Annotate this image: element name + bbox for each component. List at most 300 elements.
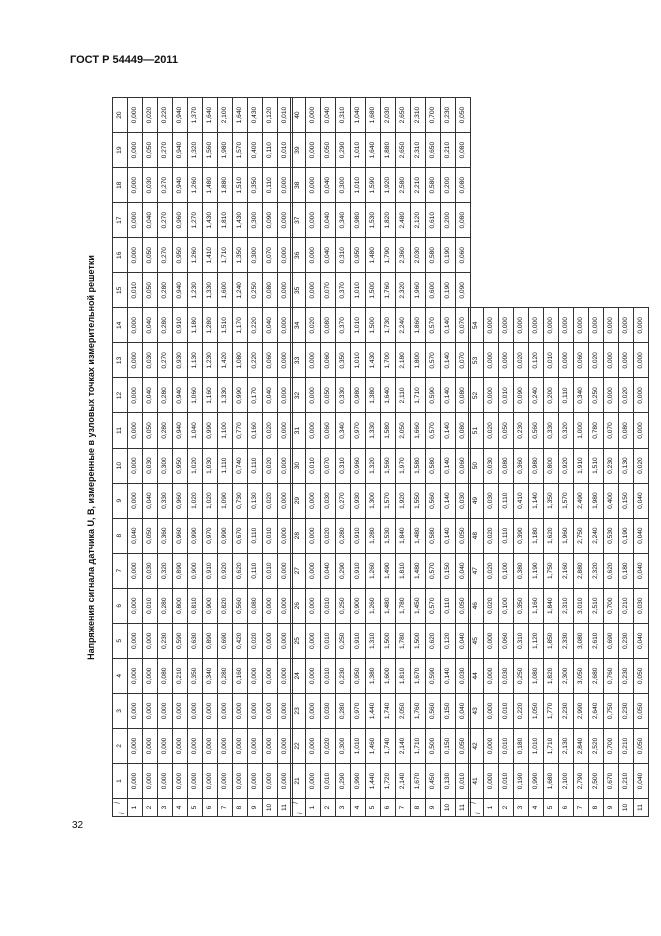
table-cell: 0,000: [128, 308, 143, 343]
table-cell: 1,130: [188, 343, 203, 378]
table-cell: 0,010: [321, 623, 336, 658]
table-cell: 0,000: [128, 343, 143, 378]
table-cell: 0,120: [529, 343, 544, 378]
table-cell: 0,080: [456, 168, 471, 203]
table-cell: 0,130: [441, 763, 456, 798]
table-row: [336, 98, 351, 817]
table-cell: 0,000: [263, 623, 278, 658]
table-cell: 1,460: [366, 728, 381, 763]
row-index: 10: [619, 799, 634, 817]
table-cell: 0,300: [336, 168, 351, 203]
table-cell: 0,250: [336, 623, 351, 658]
table-cell: 1,260: [366, 588, 381, 623]
table-cell: 0,000: [306, 728, 321, 763]
table-cell: 0,230: [619, 623, 634, 658]
row-index: 1: [128, 799, 143, 817]
table-cell: 2,500: [589, 763, 604, 798]
table-cell: 0,000: [484, 693, 499, 728]
table-cell: 0,430: [248, 98, 263, 133]
column-header: 49: [469, 483, 484, 518]
table-cell: 0,210: [619, 728, 634, 763]
table-cell: 0,810: [188, 588, 203, 623]
table-cell: 0,350: [514, 588, 529, 623]
corner-i-label: i: [298, 812, 304, 814]
column-header: 9: [113, 483, 128, 518]
table-cell: 0,890: [173, 553, 188, 588]
column-header: 20: [113, 98, 128, 133]
table-cell: 0,180: [619, 553, 634, 588]
table-cell: 0,220: [248, 343, 263, 378]
table-cell: 0,010: [321, 763, 336, 798]
table-cell: 0,330: [544, 413, 559, 448]
table-cell: 0,270: [158, 168, 173, 203]
table-row: [514, 98, 529, 817]
table-cell: 1,570: [559, 483, 574, 518]
table-cell: 2,610: [589, 623, 604, 658]
table-cell: 0,250: [336, 588, 351, 623]
table-row: [321, 98, 336, 817]
table-cell: 0,050: [143, 413, 158, 448]
table-cell: 0,280: [158, 413, 173, 448]
row-index: 5: [188, 799, 203, 817]
table-cell: 1,480: [411, 518, 426, 553]
column-header: 46: [469, 588, 484, 623]
table-cell: 0,330: [336, 378, 351, 413]
column-header: 13: [113, 343, 128, 378]
table-row: [128, 98, 143, 817]
table-cell: 0,580: [426, 238, 441, 273]
table-cell: 0,300: [248, 238, 263, 273]
table-cell: 1,240: [233, 273, 248, 308]
table-cell: 1,920: [381, 168, 396, 203]
table-cell: 1,550: [411, 483, 426, 518]
table-cell: 1,670: [411, 658, 426, 693]
table-cell: 0,600: [426, 273, 441, 308]
table-cell: 0,920: [559, 448, 574, 483]
table-cell: 1,050: [529, 693, 544, 728]
table-cell: 0,050: [321, 133, 336, 168]
table-cell: 0,040: [143, 483, 158, 518]
table-row: [396, 98, 411, 817]
empty-cell-space: [574, 98, 589, 308]
empty-cell-space: [499, 98, 514, 308]
table-cell: 2,650: [396, 133, 411, 168]
table-cell: 0,040: [128, 518, 143, 553]
column-header: 42: [469, 728, 484, 763]
table-cell: 0,000: [233, 728, 248, 763]
table-cell: 0,030: [456, 658, 471, 693]
table-cell: 2,130: [559, 728, 574, 763]
table-cell: 0,110: [499, 518, 514, 553]
table-cell: 1,960: [559, 518, 574, 553]
table-cell: 1,380: [366, 658, 381, 693]
column-header: 23: [291, 693, 306, 728]
table-cell: 0,000: [278, 553, 293, 588]
table-cell: 1,490: [381, 553, 396, 588]
table-cell: 3,050: [574, 658, 589, 693]
table-cell: 1,030: [203, 448, 218, 483]
table-cell: 0,000: [263, 658, 278, 693]
row-index: 9: [604, 799, 619, 817]
table-cell: 0,000: [306, 413, 321, 448]
table-cell: 0,030: [499, 658, 514, 693]
table-cell: 0,000: [278, 588, 293, 623]
table-cell: 0,050: [143, 238, 158, 273]
table-cell: 0,900: [188, 553, 203, 588]
table-cell: 1,510: [233, 168, 248, 203]
table-cell: 0,010: [499, 763, 514, 798]
table-cell: 0,700: [604, 728, 619, 763]
table-cell: 1,710: [544, 728, 559, 763]
table-cell: 0,960: [173, 518, 188, 553]
table-cell: 0,390: [514, 518, 529, 553]
table-cell: 2,750: [574, 518, 589, 553]
table-cell: 0,120: [263, 98, 278, 133]
table-cell: 0,090: [514, 378, 529, 413]
table-cell: 1,840: [544, 588, 559, 623]
table-cell: 0,050: [321, 378, 336, 413]
table-cell: 0,000: [306, 98, 321, 133]
table-cell: 0,090: [456, 273, 471, 308]
table-cell: 0,000: [634, 308, 649, 343]
table-cell: 0,070: [456, 343, 471, 378]
table-cell: 2,520: [589, 728, 604, 763]
table-cell: 0,120: [441, 623, 456, 658]
table-cell: 0,000: [604, 308, 619, 343]
table-cell: 2,510: [589, 588, 604, 623]
table-cell: 0,030: [456, 483, 471, 518]
table-cell: 0,210: [619, 763, 634, 798]
table-cell: 0,220: [158, 98, 173, 133]
row-index: 1: [306, 799, 321, 817]
table-cell: 0,690: [218, 623, 233, 658]
table-cell: 1,920: [396, 483, 411, 518]
table-cell: 0,930: [173, 343, 188, 378]
column-header: 17: [113, 203, 128, 238]
table-cell: 0,040: [321, 98, 336, 133]
table-cell: 0,020: [484, 413, 499, 448]
column-header: 52: [469, 378, 484, 413]
table-cell: 1,580: [381, 413, 396, 448]
table-cell: 0,000: [128, 168, 143, 203]
table-cell: 0,940: [173, 168, 188, 203]
column-header: 29: [291, 483, 306, 518]
table-row: [634, 98, 649, 817]
table-cell: 0,010: [128, 273, 143, 308]
table-cell: 1,810: [396, 658, 411, 693]
table-row: [263, 98, 278, 817]
column-header: 5: [113, 623, 128, 658]
table-cell: 0,280: [158, 378, 173, 413]
table-cell: 0,250: [248, 273, 263, 308]
table-cell: 0,410: [514, 483, 529, 518]
column-header: 15: [113, 273, 128, 308]
table-cell: 0,020: [263, 483, 278, 518]
empty-cell-space: [619, 98, 634, 308]
table-cell: 0,000: [188, 728, 203, 763]
row-index: 6: [559, 799, 574, 817]
table-cell: 0,140: [441, 343, 456, 378]
table-cell: 0,960: [173, 483, 188, 518]
table-cell: 1,680: [544, 763, 559, 798]
table-cell: 0,000: [306, 483, 321, 518]
table-cell: 0,000: [188, 763, 203, 798]
table-cell: 0,000: [306, 623, 321, 658]
table-cell: 0,890: [203, 623, 218, 658]
table-cell: 0,000: [559, 308, 574, 343]
table-cell: 1,090: [218, 483, 233, 518]
table-cell: 0,000: [128, 623, 143, 658]
table-cell: 0,020: [484, 553, 499, 588]
table-cell: 0,050: [499, 413, 514, 448]
corner-j-label: j: [292, 802, 298, 804]
table-cell: 0,000: [128, 693, 143, 728]
table-cell: 0,250: [514, 658, 529, 693]
table-cell: 0,140: [441, 518, 456, 553]
table-cell: 0,000: [173, 728, 188, 763]
table-cell: 1,510: [589, 448, 604, 483]
table-row: [559, 98, 574, 817]
column-header: 54: [469, 308, 484, 343]
table-cell: 1,260: [188, 168, 203, 203]
table-cell: 2,240: [396, 308, 411, 343]
table-cell: 0,780: [589, 413, 604, 448]
table-cell: 0,040: [321, 168, 336, 203]
table-cell: 0,080: [456, 413, 471, 448]
column-header: 27: [291, 553, 306, 588]
corner-cell: [291, 799, 306, 817]
table-cell: 0,130: [619, 448, 634, 483]
table-cell: 0,140: [441, 483, 456, 518]
table-cell: 0,000: [559, 343, 574, 378]
column-header: 25: [291, 623, 306, 658]
table-cell: 0,020: [306, 308, 321, 343]
table-cell: 0,000: [218, 728, 233, 763]
row-index: 7: [396, 799, 411, 817]
table-cell: 0,080: [321, 308, 336, 343]
table-cell: 1,980: [589, 483, 604, 518]
table-cell: 2,050: [396, 693, 411, 728]
table-cell: 0,020: [634, 448, 649, 483]
table-cell: 2,880: [574, 553, 589, 588]
table-row: [441, 98, 456, 817]
column-header: 33: [291, 343, 306, 378]
table-cell: 0,280: [158, 273, 173, 308]
table-cell: 1,660: [411, 413, 426, 448]
table-cell: 1,010: [351, 168, 366, 203]
table-cell: 2,030: [381, 98, 396, 133]
table-cell: 0,000: [306, 168, 321, 203]
table-cell: 0,000: [278, 763, 293, 798]
table-cell: 2,680: [589, 658, 604, 693]
table-cell: 0,050: [456, 728, 471, 763]
table-cell: 0,030: [143, 448, 158, 483]
table-cell: 0,070: [263, 238, 278, 273]
table-row: [411, 98, 426, 817]
table-cell: 0,350: [336, 343, 351, 378]
table-cell: 1,320: [366, 448, 381, 483]
table-cell: 0,160: [248, 413, 263, 448]
column-header: 8: [113, 518, 128, 553]
table-cell: 0,040: [634, 623, 649, 658]
table-cell: 0,000: [158, 728, 173, 763]
table-cell: 0,020: [321, 728, 336, 763]
table-cell: 0,700: [604, 588, 619, 623]
table-cell: 0,000: [233, 763, 248, 798]
table-cell: 2,990: [574, 693, 589, 728]
table-cell: 0,310: [336, 238, 351, 273]
table-cell: 0,000: [484, 623, 499, 658]
table-cell: 0,000: [158, 763, 173, 798]
table-cell: 0,000: [278, 308, 293, 343]
table-cell: 0,560: [426, 483, 441, 518]
table-cell: 0,030: [143, 553, 158, 588]
table-cell: 0,050: [634, 658, 649, 693]
empty-cell-space: [529, 98, 544, 308]
table-cell: 0,100: [499, 553, 514, 588]
table-cell: 0,610: [426, 203, 441, 238]
table-cell: 0,000: [589, 308, 604, 343]
table-cell: 1,710: [411, 378, 426, 413]
table-cell: 1,480: [411, 553, 426, 588]
table-cell: 1,720: [381, 763, 396, 798]
table-cell: 0,220: [248, 308, 263, 343]
table-cell: 1,700: [381, 343, 396, 378]
table-cell: 1,680: [366, 98, 381, 133]
table-cell: 0,940: [173, 133, 188, 168]
table-cell: 1,170: [233, 308, 248, 343]
table-cell: 1,020: [188, 448, 203, 483]
table-row: [589, 98, 604, 817]
empty-cell-space: [604, 98, 619, 308]
table-cell: 0,300: [336, 728, 351, 763]
table-cell: 0,000: [278, 203, 293, 238]
table-cell: 0,060: [456, 238, 471, 273]
table-cell: 1,280: [203, 308, 218, 343]
data-table-3: [468, 98, 649, 817]
table-cell: 0,800: [173, 588, 188, 623]
table-cell: 0,000: [604, 343, 619, 378]
table-cell: 0,110: [248, 518, 263, 553]
table-cell: 0,000: [514, 308, 529, 343]
table-cell: 0,010: [278, 133, 293, 168]
table-cell: 0,080: [158, 658, 173, 693]
table-cell: 1,820: [544, 658, 559, 693]
table-cell: 1,860: [411, 308, 426, 343]
table-cell: 0,140: [441, 658, 456, 693]
table-cell: 0,080: [619, 413, 634, 448]
table-cell: 1,740: [381, 728, 396, 763]
table-cell: 0,060: [574, 343, 589, 378]
table-cell: 0,030: [484, 448, 499, 483]
table-cell: 0,570: [426, 553, 441, 588]
table-cell: 0,000: [306, 518, 321, 553]
table-cell: 0,630: [188, 623, 203, 658]
table-cell: 0,010: [321, 658, 336, 693]
table-row: [203, 98, 218, 817]
table-cell: 1,060: [188, 378, 203, 413]
table-cell: 0,040: [143, 203, 158, 238]
table-cell: 0,910: [351, 553, 366, 588]
table-cell: 0,940: [173, 413, 188, 448]
table-cell: 0,000: [128, 763, 143, 798]
table-cell: 1,270: [188, 203, 203, 238]
table-cell: 0,000: [143, 763, 158, 798]
table-cell: 0,000: [484, 378, 499, 413]
table-cell: 0,300: [158, 448, 173, 483]
table-cell: 0,010: [499, 728, 514, 763]
table-cell: 1,500: [411, 623, 426, 658]
table-cell: 1,040: [351, 98, 366, 133]
table-cell: 0,000: [263, 588, 278, 623]
table-cell: 0,020: [619, 378, 634, 413]
table-cell: 2,790: [574, 763, 589, 798]
table-cell: 0,050: [143, 133, 158, 168]
table-cell: 0,960: [173, 203, 188, 238]
table-cell: 0,060: [321, 343, 336, 378]
table-cell: 2,310: [559, 588, 574, 623]
table-cell: 0,960: [351, 448, 366, 483]
table-cell: 1,600: [218, 273, 233, 308]
table-cell: 0,940: [173, 98, 188, 133]
table-cell: 0,010: [499, 378, 514, 413]
table-cell: 2,110: [396, 378, 411, 413]
column-header: 37: [291, 203, 306, 238]
table-cell: 1,500: [381, 623, 396, 658]
table-cell: 1,190: [529, 553, 544, 588]
table-row: [604, 98, 619, 817]
table-cell: 0,000: [484, 763, 499, 798]
table-cell: 0,320: [559, 413, 574, 448]
row-index: 2: [321, 799, 336, 817]
table-cell: 0,040: [143, 308, 158, 343]
table-cell: 1,570: [381, 483, 396, 518]
table-cell: 0,000: [544, 308, 559, 343]
row-index: 11: [634, 799, 649, 817]
table-cell: 0,000: [306, 273, 321, 308]
table-cell: 0,340: [336, 203, 351, 238]
table-cell: 0,650: [426, 133, 441, 168]
table-cell: 1,180: [529, 518, 544, 553]
table-cell: 0,570: [426, 308, 441, 343]
column-header: 38: [291, 168, 306, 203]
table-cell: 0,130: [248, 483, 263, 518]
row-index: 3: [158, 799, 173, 817]
table-cell: 0,280: [158, 308, 173, 343]
table-cell: 0,280: [336, 693, 351, 728]
row-index: 5: [366, 799, 381, 817]
column-header: 45: [469, 623, 484, 658]
table-cell: 0,150: [441, 728, 456, 763]
table-cell: 0,020: [484, 588, 499, 623]
column-header: 1: [113, 763, 128, 798]
table-cell: 1,160: [203, 378, 218, 413]
table-cell: 0,140: [441, 378, 456, 413]
table-cell: 1,530: [366, 203, 381, 238]
table-cell: 1,230: [203, 343, 218, 378]
table-cell: 0,040: [143, 378, 158, 413]
table-cell: 0,050: [634, 693, 649, 728]
table-cell: 0,000: [248, 693, 263, 728]
row-index: 11: [278, 799, 293, 817]
table-cell: 0,000: [278, 483, 293, 518]
table-cell: 0,000: [128, 238, 143, 273]
row-index: 8: [589, 799, 604, 817]
table-cell: 0,000: [306, 343, 321, 378]
table-cell: 0,100: [499, 588, 514, 623]
table-cell: 0,500: [426, 728, 441, 763]
table-cell: 2,160: [559, 553, 574, 588]
